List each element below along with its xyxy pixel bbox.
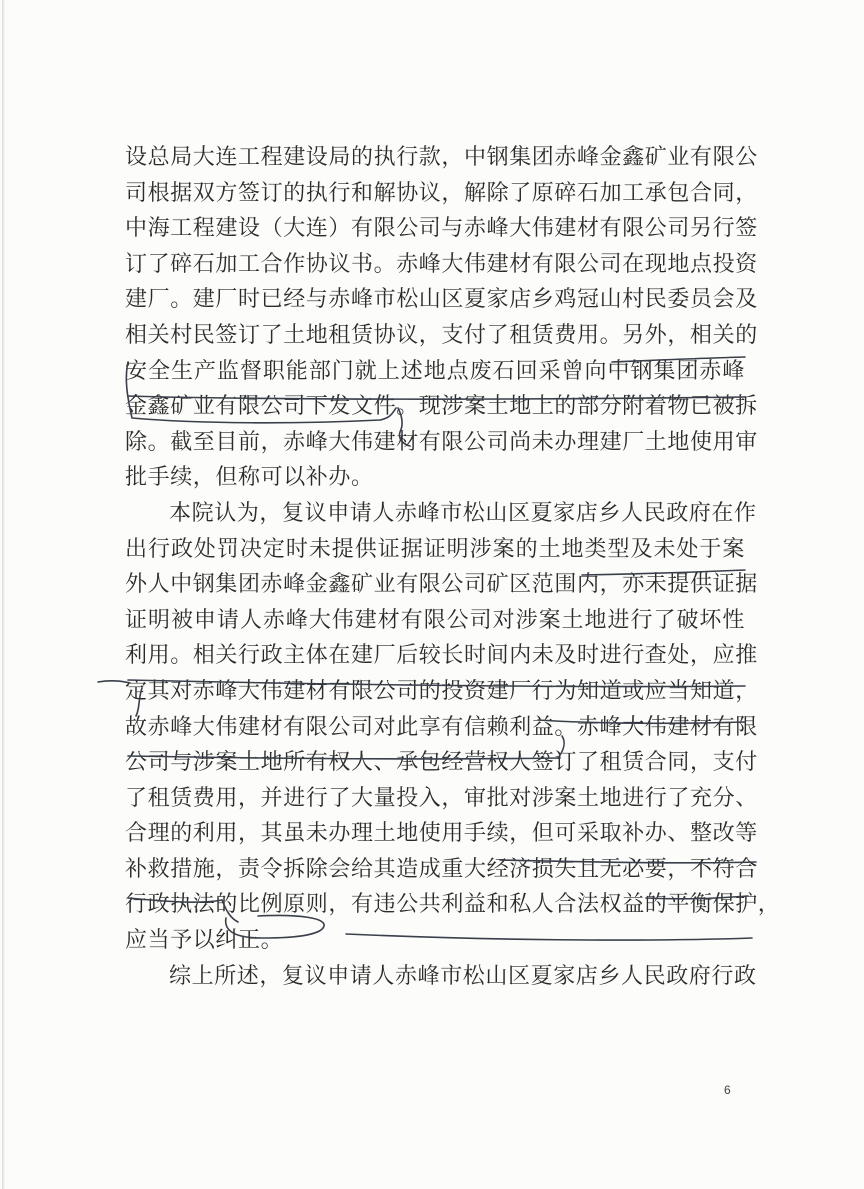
text-line: 建厂。建厂时已经与赤峰市松山区夏家店乡鸡冠山村民委员会及 bbox=[125, 287, 758, 313]
scan-edge-shadow bbox=[2, 0, 5, 1189]
text-line: 故赤峰大伟建材有限公司对此享有信赖利益。赤峰大伟建材有限 bbox=[125, 714, 758, 740]
text-line: 综上所述，复议申请人赤峰市松山区夏家店乡人民政府行政 bbox=[169, 963, 757, 989]
text-line: 外人中钢集团赤峰金鑫矿业有限公司矿区范围内，亦未提供证据 bbox=[125, 572, 758, 598]
text-line: 订了碎石加工合作协议书。赤峰大伟建材有限公司在现地点投资 bbox=[125, 251, 758, 277]
text-line: 金鑫矿业有限公司下发文件。现涉案土地上的部分附着物已被拆 bbox=[125, 394, 758, 420]
text-line: 司根据双方签订的执行和解协议，解除了原碎石加工承包合同， bbox=[125, 180, 758, 206]
page-number: 6 bbox=[724, 1083, 731, 1097]
document-body bbox=[125, 140, 781, 994]
text-line: 合理的利用，其虽未办理土地使用手续，但可采取补办、整改等 bbox=[125, 821, 758, 847]
text-line: 设总局大连工程建设局的执行款，中钢集团赤峰金鑫矿业有限公 bbox=[125, 145, 758, 170]
text-line: 除。截至目前，赤峰大伟建材有限公司尚未办理建厂土地使用审 bbox=[125, 429, 758, 455]
text-line: 补救措施，责令拆除会给其造成重大经济损失且无必要，不符合 bbox=[125, 856, 758, 882]
paragraph-2 bbox=[125, 496, 781, 959]
text-line: 行政执法的比例原则，有违公共利益和私人合法权益的平衡保护， bbox=[125, 892, 781, 918]
paragraph-3 bbox=[125, 959, 757, 995]
text-line: 公司与涉案土地所有权人、承包经营权人签订了租赁合同，支付 bbox=[125, 750, 758, 776]
text-line: 证明被申请人赤峰大伟建材有限公司对涉案土地进行了破坏性 bbox=[125, 607, 745, 633]
text-line: 应当予以纠正。 bbox=[125, 928, 284, 954]
text-line: 定其对赤峰大伟建材有限公司的投资建厂行为知道或应当知道， bbox=[125, 678, 758, 704]
text-line: 中海工程建设（大连）有限公司与赤峰大伟建材有限公司另行签 bbox=[125, 216, 758, 242]
text-line: 相关村民签订了土地租赁协议，支付了租赁费用。另外，相关的 bbox=[125, 322, 758, 348]
paragraph-1 bbox=[125, 140, 758, 496]
text-line: 利用。相关行政主体在建厂后较长时间内未及时进行查处，应推 bbox=[125, 643, 758, 669]
text-line: 批手续，但称可以补办。 bbox=[125, 465, 374, 491]
text-line: 安全生产监督职能部门就上述地点废石回采曾向中钢集团赤峰 bbox=[125, 358, 745, 384]
text-line: 本院认为，复议申请人赤峰市松山区夏家店乡人民政府在作 bbox=[169, 500, 757, 526]
text-line: 出行政处罚决定时未提供证据证明涉案的土地类型及未处于案 bbox=[125, 536, 745, 562]
text-line: 了租赁费用，并进行了大量投入，审批对涉案土地进行了充分、 bbox=[125, 785, 758, 811]
